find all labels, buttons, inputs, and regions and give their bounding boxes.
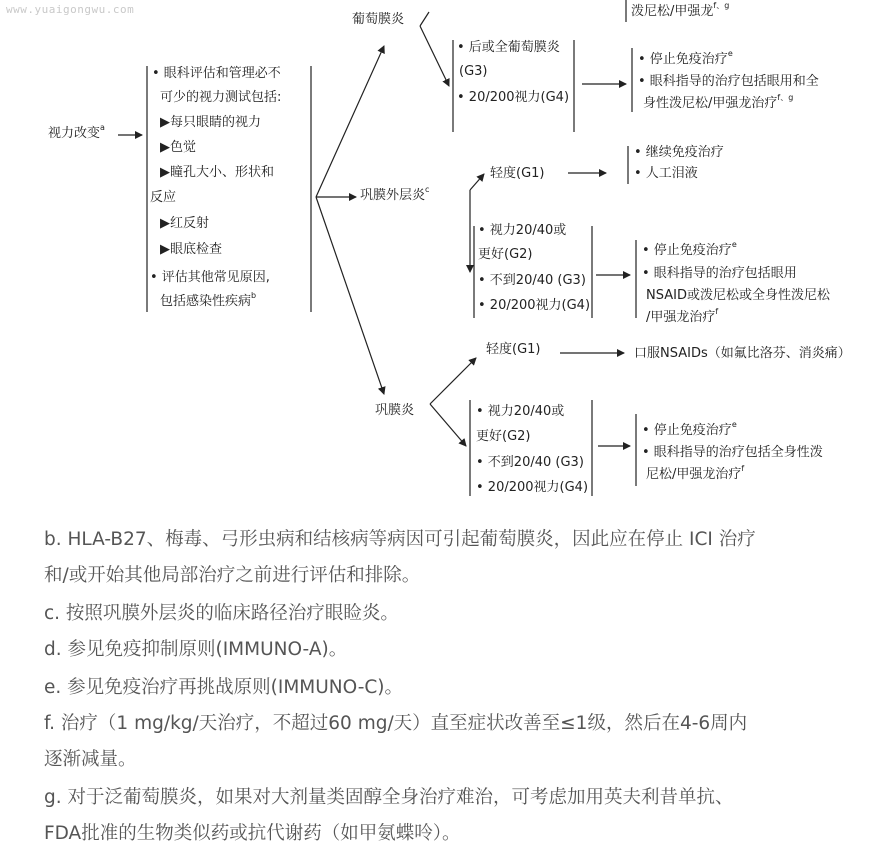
assessment-line: 反应 (150, 190, 177, 205)
scleritis-label: 巩膜炎 (375, 403, 415, 418)
epi-grade: • 不到20/40 (G3) (478, 273, 586, 288)
footnote-g-line2: FDA批准的生物类似药或抗代谢药（如甲氨蝶呤）。 (44, 823, 461, 844)
uveitis-label: 葡萄膜炎 (352, 12, 405, 27)
episcleritis-label: 巩膜外层炎$^c$ (360, 185, 430, 203)
scl-grade: • 视力20/40或 (476, 404, 565, 419)
scl-mild-label: 轻度(G1) (486, 342, 541, 357)
uveitis-up-stub (420, 12, 429, 26)
epi-grade: • 20/200视力(G4) (478, 298, 591, 313)
uveitis-grade: • 后或全葡萄膜炎 (457, 40, 560, 55)
root-node: 视力改变$^a$ (48, 123, 105, 141)
assessment-line: 可少的视力测试包括: (160, 90, 282, 105)
epi-mild-action: • 人工泪液 (634, 166, 698, 181)
watermark: www.yuaigongwu.com (6, 3, 135, 16)
uveitis-grade-arrow (420, 26, 449, 86)
epi-action: NSAID或泼尼松或全身性泼尼松 (646, 288, 830, 303)
epi-action: • 停止免疫治疗$^e$ (642, 240, 737, 258)
scl-grade: • 不到20/40 (G3) (476, 455, 584, 470)
scl-mild-arrow (430, 358, 476, 404)
scl-action: • 停止免疫治疗$^e$ (642, 420, 737, 438)
uveitis-grade: • 20/200视力(G4) (457, 90, 570, 105)
footnote-b-line2: 和/或开始其他局部治疗之前进行评估和排除。 (44, 565, 421, 586)
assessment-line: • 眼科评估和管理必不 (152, 66, 281, 81)
epi-mild-arrow (470, 174, 484, 190)
epi-action: /甲强龙治疗$^f$ (646, 307, 719, 325)
epi-mild-label: 轻度(G1) (490, 166, 545, 181)
uveitis-action: • 眼科指导的治疗包括眼用和全 (638, 74, 819, 89)
footnote-g-line1: g. 对于泛葡萄膜炎，如果对大剂量类固醇全身治疗难治，可考虑加用英夫利昔单抗、 (44, 787, 734, 808)
to-scleritis-arrow (316, 197, 384, 394)
assessment-line: ▶眼底检查 (160, 242, 222, 257)
scl-grade: • 20/200视力(G4) (476, 480, 589, 495)
footnote-f-line1: f. 治疗（1 mg/kg/天治疗，不超过60 mg/天）直至症状改善至≤1级，然后在4-6周内 (44, 713, 748, 734)
footnote-d: d. 参见免疫抑制原则(IMMUNO-A)。 (44, 639, 348, 660)
scl-action: 尼松/甲强龙治疗$^f$ (646, 464, 745, 482)
scl-grade: 更好(G2) (476, 429, 531, 444)
footnote-f-line2: 逐渐减量。 (44, 749, 137, 770)
assessment-line: ▶红反射 (160, 216, 209, 231)
scl-mild-action: 口服NSAIDs（如氟比洛芬、消炎痛） (634, 346, 851, 361)
scl-grade-arrow (430, 404, 466, 446)
assessment-line: ▶每只眼睛的视力 (160, 115, 261, 130)
epi-action: • 眼科指导的治疗包括眼用 (642, 266, 797, 281)
epi-grade: 更好(G2) (478, 247, 533, 262)
scl-action: • 眼科指导的治疗包括全身性泼 (642, 445, 823, 460)
assessment-line: ▶色觉 (160, 140, 196, 155)
footnote-e: e. 参见免疫治疗再挑战原则(IMMUNO-C)。 (44, 677, 404, 698)
to-uveitis-arrow (316, 46, 384, 197)
footnote-c: c. 按照巩膜外层炎的临床路径治疗眼睑炎。 (44, 603, 399, 624)
uveitis-grade: (G3) (459, 64, 488, 79)
uveitis-action: 身性泼尼松/甲强龙治疗$^{f、g}$ (643, 93, 794, 111)
assessment-line: • 评估其他常见原因, (150, 270, 270, 285)
assessment-line: 包括感染性疾病$^b$ (160, 291, 257, 309)
uveitis-top-fragment: 泼尼松/甲强龙$^{f、g}$ (631, 1, 730, 19)
assessment-line: ▶瞳孔大小、形状和 (160, 165, 274, 180)
footnote-b-line1: b. HLA-B27、梅毒、弓形虫病和结核病等病因可引起葡萄膜炎，因此应在停止 ICI 治疗 (44, 529, 756, 550)
epi-mild-action: • 继续免疫治疗 (634, 145, 724, 160)
epi-grade: • 视力20/40或 (478, 223, 567, 238)
uveitis-action: • 停止免疫治疗$^e$ (638, 49, 733, 67)
